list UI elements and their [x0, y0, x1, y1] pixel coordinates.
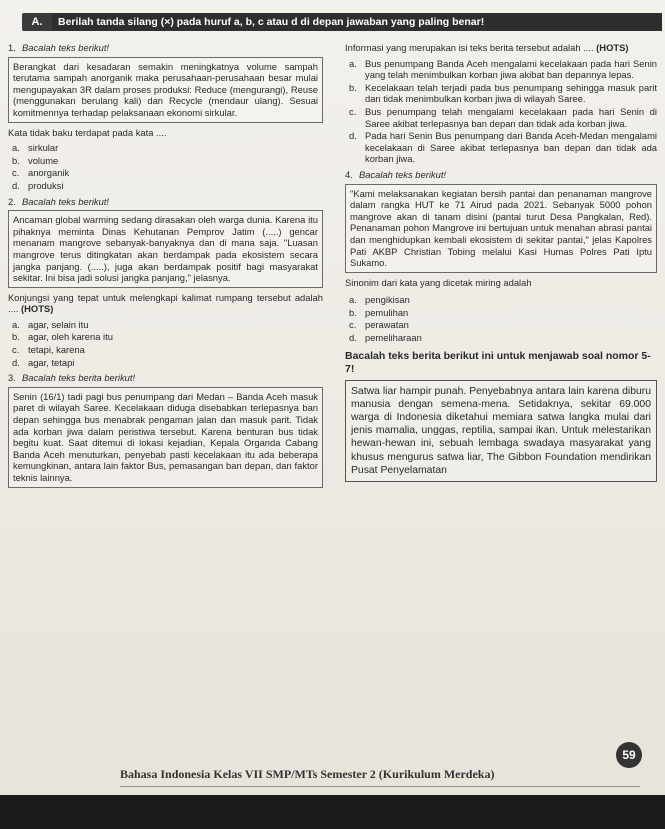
option-b[interactable]: b. Kecelakaan telah terjadi pada bus penumpang sehingga masuk parit dan tidak menimbulkan korban jiwa di wilayah Saree. [349, 81, 657, 105]
question-3-prompt: Informasi yang merupakan isi teks berita tersebut adalah .... (HOTS) [345, 42, 629, 53]
question-heading-text: Bacalah teks berikut! [22, 195, 110, 207]
section-badge: A. [22, 13, 52, 31]
question-number: 4. [345, 168, 353, 180]
left-column [8, 42, 323, 492]
question-2 [8, 196, 323, 369]
option-c[interactable]: c. anorganik [12, 167, 70, 179]
question-4-passage: "Kami melaksanakan kegiatan bersih pantai dan penanaman mangrove dalam rangka HUT ke 71 Airud pada 2021. Sebanyak 5000 pohon mangrove akan di tanam disini (pantai turut Desa Pangkalan, Red). Penanaman pohon Mangrove ini bertujuan untuk menahan abrasi pantai dan menghidupkan kembali ekosistem di sekitar pantai," jelas Kapolres Pati AKBP Christian Tobing melalui Kasi Humas Polres Pati Iptu Sukamo. [345, 184, 657, 273]
hots-label: (HOTS) [596, 42, 629, 53]
option-c[interactable]: c. Bus penumpang telah mengalami kecelakaan pada hari Senin di Saree akibat terlepasnya ban depan dan tidak ada korban jiwa. [349, 105, 657, 129]
reading-section-title: Bacalah teks berita berikut ini untuk menjawab soal nomor 5-7! [345, 349, 651, 375]
question-heading-text: Bacalah teks berita berikut! [22, 372, 136, 384]
footer-divider [120, 786, 640, 787]
option-a[interactable]: a. Bus penumpang Banda Aceh mengalami kecelakaan pada hari Senin yang telah menimbulkan korban jiwa akibat ban depannya lepas. [349, 57, 657, 81]
option-a[interactable]: a. pengikisan [349, 294, 410, 306]
question-4-heading [345, 169, 657, 181]
option-d[interactable]: d. produksi [12, 179, 64, 191]
book-title-footer: Bahasa Indonesia Kelas VII SMP/MTs Semester 2 (Kurikulum Merdeka) [120, 767, 495, 781]
question-3-heading [8, 372, 323, 384]
question-number: 1. [8, 42, 16, 53]
question-1-heading [8, 42, 323, 54]
question-heading-text: Bacalah teks berikut! [22, 42, 110, 53]
bottom-dark-band [0, 795, 665, 829]
question-3 [8, 372, 323, 487]
question-3-continued [345, 42, 657, 165]
hots-label: (HOTS) [21, 303, 54, 315]
instruction-text: Berilah tanda silang (×) pada huruf a, b, c atau d di depan jawaban yang paling benar! [52, 13, 662, 31]
option-c[interactable]: c. perawatan [349, 319, 409, 331]
option-b[interactable]: b. agar, oleh karena itu [12, 331, 113, 343]
instruction-banner [22, 12, 662, 32]
right-column [345, 40, 657, 482]
question-1-prompt: Kata tidak baku terdapat pada kata .... [8, 126, 167, 138]
option-a[interactable]: a. sirkular [12, 142, 59, 154]
option-b[interactable]: b. pemulihan [349, 306, 409, 318]
question-4-prompt: Sinonim dari kata yang dicetak miring adalah [345, 276, 532, 288]
question-1-passage: Berangkat dari kesadaran semakin meningkatnya volume sampah terutama sampah anorganik maka perusahaan-perusahaan besar mulai mengupayakan 3R dalam proses produksi: Reduce (mengurangi), Reuse (menggunakan berulang kali) dan Recycle (mendaur ulang). Sesuai komitmennya terhadap pelaksanaan ekonomi sirkular. [8, 57, 323, 123]
question-2-prompt: Konjungsi yang tepat untuk melengkapi kalimat rumpang tersebut adalah .... (HOTS) [8, 291, 323, 315]
reading-passage: Satwa liar hampir punah. Penyebabnya antara lain karena diburu manusia dengan semena-mena. Setidaknya, sekitar 69.000 warga di Indonesia diketahui memiara satwa langka mulai dari jenis mamalia, unggas, reptilia, sampai ikan. Untuk melestarikan hewan-hewan ini, sebuah lembaga swadaya masyarakat yang khusus mengurus satwa liar, The Gibbon Foundation mendirikan Pusat Penyelamatan [345, 380, 657, 482]
question-4 [345, 169, 657, 344]
question-2-heading [8, 196, 323, 208]
option-d[interactable]: d. agar, tetapi [12, 356, 75, 368]
question-3-passage: Senin (16/1) tadi pagi bus penumpang dari Medan – Banda Aceh masuk paret di wilayah Saree. Kecelakaan diduga disebabkan terlepasnya ban depan sehingga bus menabrak pengaman jalan dan masuk parit. Tidak ada korban jiwa dalam peristiwa tersebut. Karena benturan bus tidak begitu kuat. Saat ditemui di lokasi kejadian, Kepala Organda Cabang Banda Aceh menuturkan, penyebab pasti kecelakaan itu ada beberapa kemungkinan, antara lain faktor Bus, pemasangan ban depan, dan faktor teknis lainnya. [8, 387, 323, 488]
question-1 [8, 42, 323, 192]
question-heading-text: Bacalah teks berikut! [359, 168, 447, 180]
option-c[interactable]: c. tetapi, karena [12, 344, 85, 356]
option-d[interactable]: d. Pada hari Senin Bus penumpang dari Banda Aceh-Medan mengalami kecelakaan di Saree akibat terlepasnya ban depan dan tidak ada korban jiwa. [349, 130, 657, 165]
page-number: 59 [616, 742, 642, 768]
option-a[interactable]: a. agar, selain itu [12, 318, 89, 330]
question-number: 2. [8, 195, 16, 207]
question-2-passage: Ancaman global warming sedang dirasakan oleh warga dunia. Karena itu pihaknya meminta Dinas Kehutanan Pemprov Jatim (.....) gencar menanam mangrove sebanyak-banyaknya dan di mana saja. "Luasan mangrove terus ditingkatan akan berdampak pada ekosistem secara jangka panjang. (.....), juga akan berdampak positif bagi masyarakat sekitar. Ini bisa jadi solusi jangka panjang," jelasnya. [8, 210, 323, 288]
option-d[interactable]: d. pemeliharaan [349, 332, 422, 344]
question-number: 3. [8, 372, 16, 384]
option-b[interactable]: b. volume [12, 154, 59, 166]
